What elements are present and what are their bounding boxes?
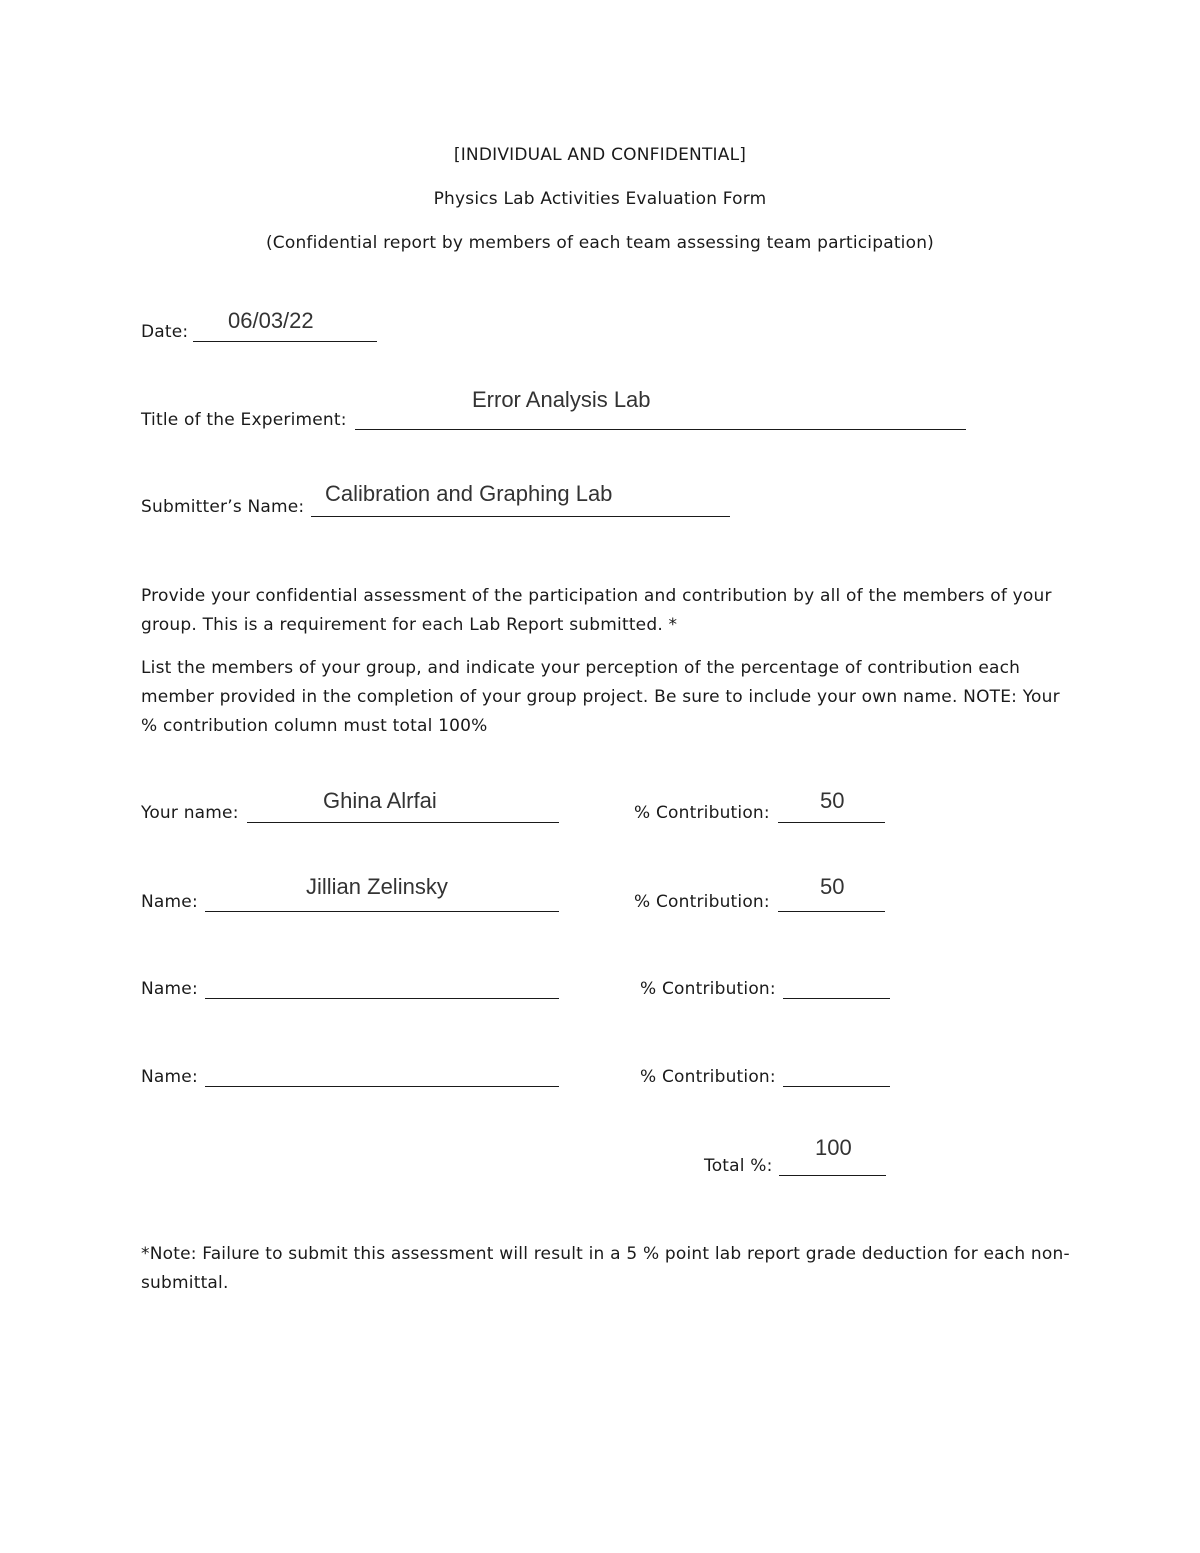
experiment-label: Title of the Experiment:: [141, 410, 347, 430]
total-label: Total %:: [704, 1156, 773, 1176]
total-value[interactable]: 100: [815, 1135, 852, 1160]
contribution-value[interactable]: 50: [820, 874, 845, 899]
member-name-label: Your name:: [141, 803, 239, 823]
contribution-line[interactable]: [783, 1086, 890, 1087]
date-value[interactable]: 06/03/22: [228, 308, 314, 333]
experiment-field-line[interactable]: [355, 429, 966, 430]
contribution-label: % Contribution:: [640, 979, 776, 999]
instructions-paragraph-1: Provide your confidential assessment of the participation and contribution by all of the members of your group. This is a requirement for each Lab Report submitted. *: [141, 586, 1052, 635]
member-name-value[interactable]: Ghina Alrfai: [323, 788, 437, 813]
footnote: *Note: Failure to submit this assessment will result in a 5 % point lab report grade deduction for each non-submittal.: [141, 1244, 1070, 1293]
contribution-label: % Contribution:: [634, 803, 770, 823]
form-subtitle: (Confidential report by members of each team assessing team participation): [265, 233, 935, 253]
submitter-label: Submitter’s Name:: [141, 497, 305, 517]
member-name-label: Name:: [141, 892, 198, 912]
member-name-label: Name:: [141, 1067, 198, 1087]
experiment-value[interactable]: Error Analysis Lab: [472, 387, 651, 412]
confidential-heading: [INDIVIDUAL AND CONFIDENTIAL]: [453, 145, 747, 165]
submitter-value[interactable]: Calibration and Graphing Lab: [325, 481, 613, 506]
form-title: Physics Lab Activities Evaluation Form: [433, 189, 767, 209]
member-name-line[interactable]: [205, 998, 559, 999]
contribution-line[interactable]: [778, 911, 885, 912]
member-name-value[interactable]: Jillian Zelinsky: [306, 874, 448, 899]
contribution-value[interactable]: 50: [820, 788, 845, 813]
contribution-label: % Contribution:: [634, 892, 770, 912]
date-field-line[interactable]: [193, 341, 377, 342]
contribution-line[interactable]: [778, 822, 885, 823]
member-name-line[interactable]: [205, 911, 559, 912]
member-name-label: Name:: [141, 979, 198, 999]
total-line[interactable]: [779, 1175, 886, 1176]
member-name-line[interactable]: [247, 822, 559, 823]
submitter-field-line[interactable]: [311, 516, 730, 517]
date-label: Date:: [141, 322, 189, 342]
instructions-paragraph-2: List the members of your group, and indicate your perception of the percentage of contribution each member provided in the completion of your group project. Be sure to include your own name. NOTE: Your % contribution column must total 100%: [141, 658, 1060, 736]
contribution-line[interactable]: [783, 998, 890, 999]
contribution-label: % Contribution:: [640, 1067, 776, 1087]
member-name-line[interactable]: [205, 1086, 559, 1087]
